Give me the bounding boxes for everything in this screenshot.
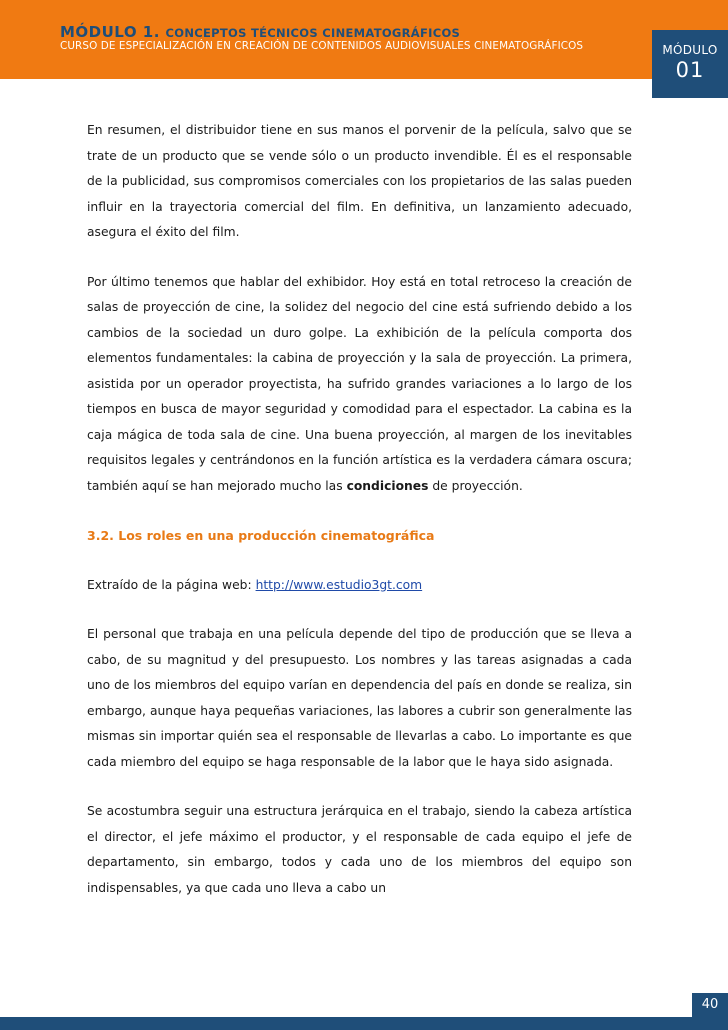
paragraph-hierarchy: Se acostumbra seguir una estructura jerárquica en el trabajo, siendo la cabeza artística el director, el jefe máximo el productor, y el responsable de cada equipo el jefe de departamento, sin embargo, todos y cada uno de los miembros del equipo son indispensables, ya que cada uno lleva a cabo un	[87, 804, 632, 895]
module-badge-number: 01	[675, 58, 705, 82]
source-link[interactable]: http://www.estudio3gt.com	[255, 577, 423, 592]
paragraph-exhibitor-text: Por último tenemos que hablar del exhibidor. Hoy está en total retroceso la creación de salas de proyección de cine, la solidez del negocio del cine está sufriendo debido a los cambios de la sociedad un duro golpe. La exhibición de la película comporta dos elementos fundamentales: la cabina de proyección y la sala de proyección. La primera, asistida por un operador proyectista, ha sufrido grandes variaciones a lo largo de los tiempos en busca de mayor seguridad y comodidad para el espectador. La cabina es la caja mágica de toda sala de cine. Una buena proyección, al margen de los inevitables requisitos legales y centrándonos en la función artística es la verdadera cámara oscura; también aquí se han mejorado mucho las	[87, 274, 632, 493]
course-title: CURSO DE ESPECIALIZACIÓN EN CREACIÓN DE CONTENIDOS AUDIOVISUALES CINEMATOGRÁFICOS	[60, 40, 584, 52]
paragraph-exhibitor	[87, 270, 632, 500]
module-badge-label: MÓDULO	[662, 43, 718, 57]
module-number-title: MÓDULO 1.	[60, 23, 160, 41]
page-body	[87, 118, 632, 901]
paragraph-exhibitor-end: de proyección.	[432, 478, 523, 493]
source-label: Extraído de la página web:	[87, 577, 252, 592]
module-badge	[652, 30, 728, 98]
paragraph-distributor: En resumen, el distribuidor tiene en sus manos el porvenir de la película, salvo que se trate de un producto que se vende sólo o un producto invendible. Él es el responsable de la publicidad, sus compromisos comerciales con los propietarios de las salas pueden influir en la trayectoria comercial del film. En definitiva, un lanzamiento adecuado, asegura el éxito del film.	[87, 123, 632, 239]
bold-term: condiciones	[346, 478, 429, 493]
module-topic-title: CONCEPTOS TÉCNICOS CINEMATOGRÁFICOS	[165, 26, 461, 40]
footer-band	[0, 1017, 728, 1030]
source-line	[87, 573, 632, 599]
module-title	[60, 22, 460, 41]
paragraph-personnel: El personal que trabaja en una película depende del tipo de producción que se lleva a cabo, de su magnitud y del presupuesto. Los nombres y las tareas asignadas a cada uno de los miembros del equipo varían en dependencia del país en donde se realiza, sin embargo, aunque haya pequeñas variaciones, las labores a cubrir son generalmente las mismas sin importar quién sea el responsable de llevarlas a cabo. Lo importante es que cada miembro del equipo se haga responsable de la labor que le haya sido asignada.	[87, 627, 632, 769]
page-number: 40	[692, 993, 728, 1017]
section-heading: 3.2. Los roles en una producción cinematográfica	[87, 528, 435, 543]
